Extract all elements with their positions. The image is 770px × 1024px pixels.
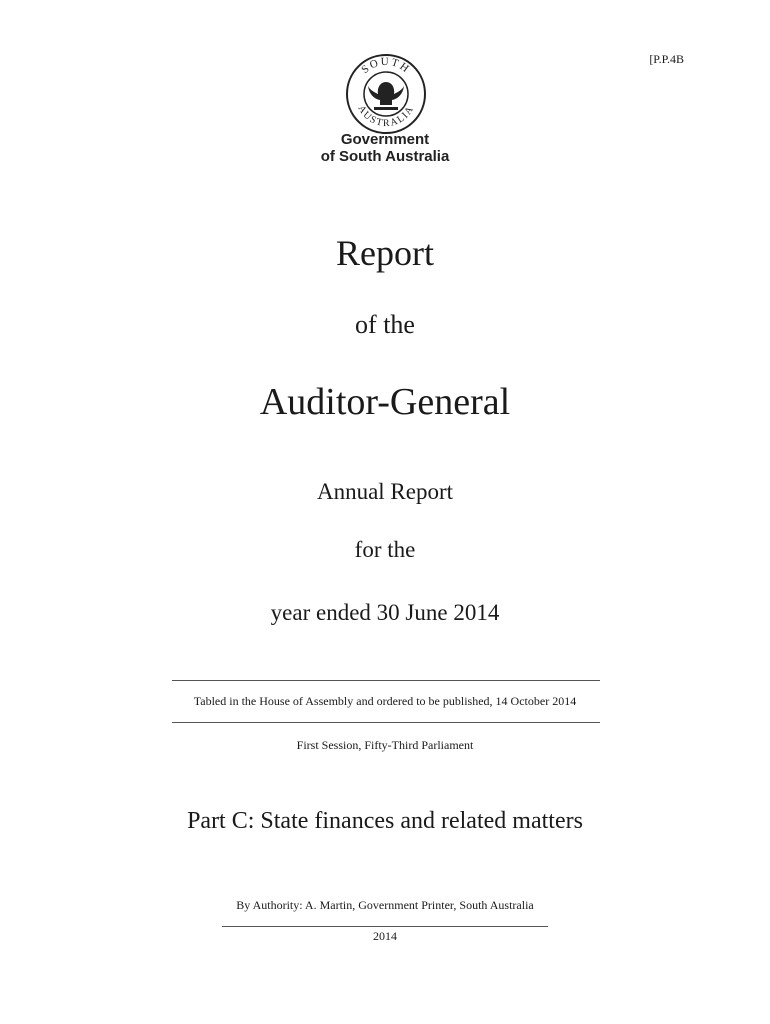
authority-note: By Authority: A. Martin, Government Printer, South Australia [236,898,534,912]
title-of-the: of the [355,310,415,339]
title-for-the: for the [354,537,416,562]
tabled-note: Tabled in the House of Assembly and ordered to be published, 14 October 2014 [193,694,577,708]
title-annual-report: Annual Report [316,479,454,504]
divider-bottom [172,722,600,723]
title-auditor-general: Auditor-General [259,381,511,423]
publication-year: 2014 [373,929,397,943]
session-note: First Session, Fifty-Third Parliament [296,738,474,752]
divider-top [172,680,600,681]
logo-ring-top: SOUTH [359,55,413,77]
piping-shrike-icon [368,82,404,110]
government-wordmark [0,131,770,165]
logo-ring-bottom: AUSTRALIA [355,103,417,130]
title-report: Report [336,233,434,273]
document-reference: [P.P.4B [649,52,684,66]
state-badge-logo [344,52,428,136]
part-title: Part C: State finances and related matters [187,808,583,834]
government-wordmark-line1: Government [340,131,430,148]
title-year-ended: year ended 30 June 2014 [270,600,500,625]
government-wordmark-line2: of South Australia [320,148,450,165]
divider-footer [222,926,548,927]
